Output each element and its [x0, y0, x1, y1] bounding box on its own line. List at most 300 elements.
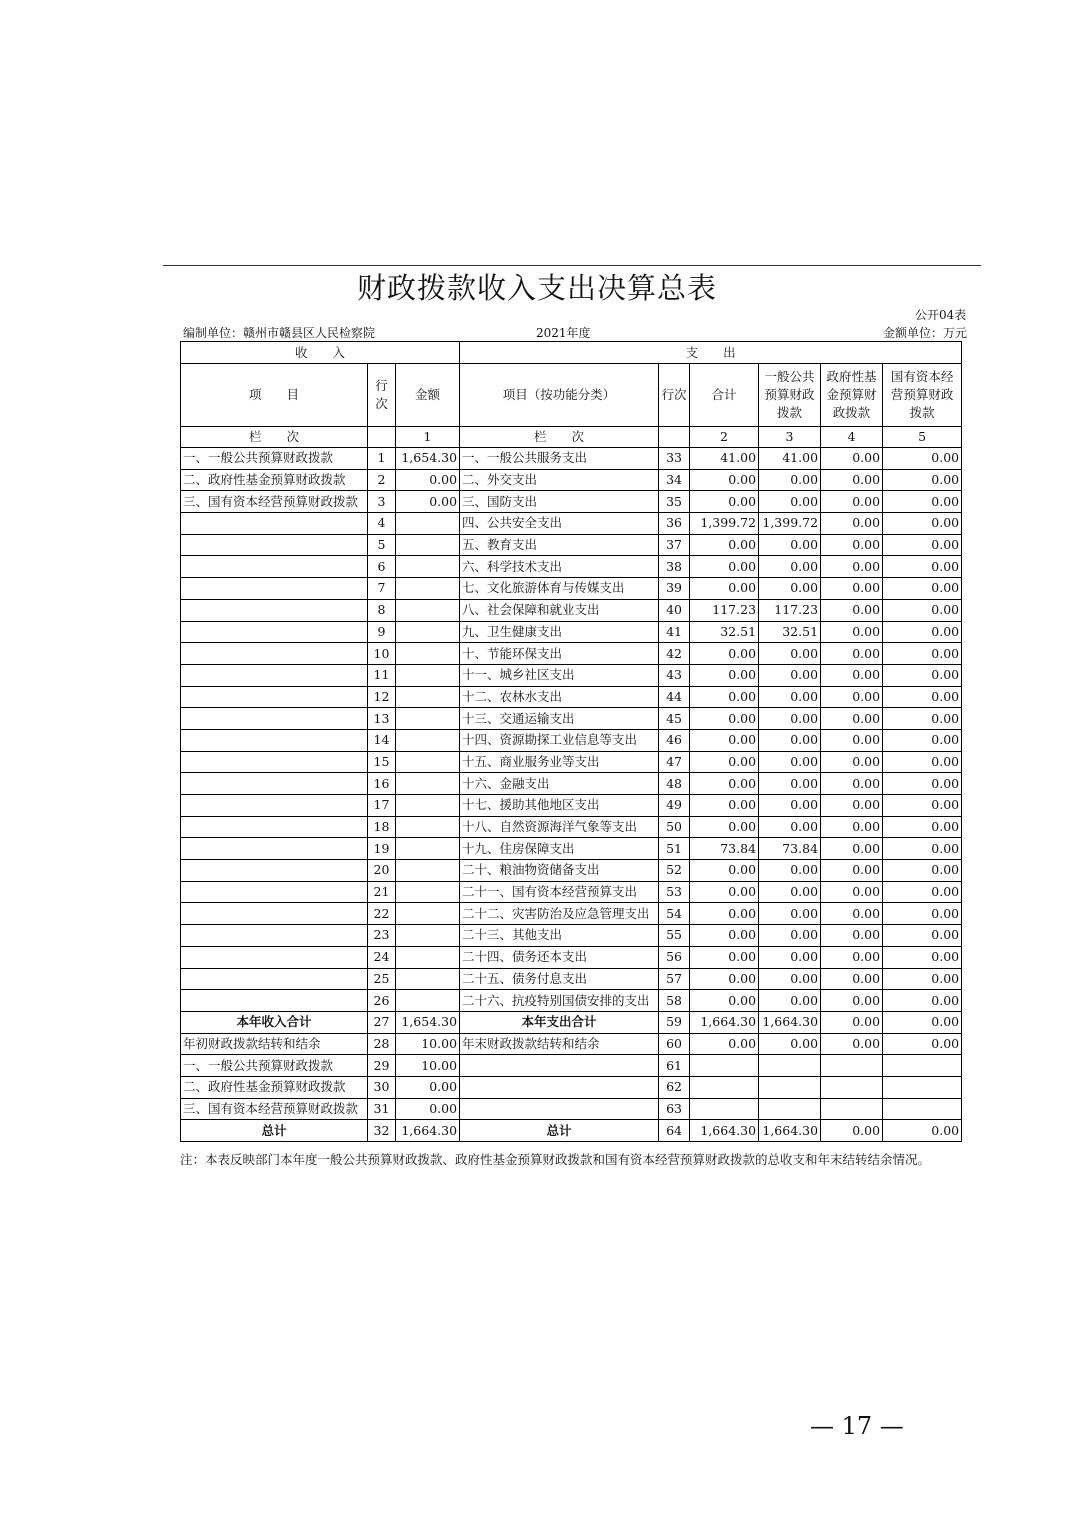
expense-item: 十三、交通运输支出: [460, 708, 659, 730]
income-line-no: 31: [368, 1098, 396, 1120]
table-row: [181, 925, 962, 947]
expense-total: 1,664.30: [690, 1011, 759, 1033]
table-row: [181, 621, 962, 643]
table-row: [181, 751, 962, 773]
income-amount: 0.00: [396, 1076, 460, 1098]
expense-item: 十九、住房保障支出: [460, 838, 659, 860]
income-amount: 1,654.30: [396, 448, 460, 470]
income-amount: [396, 534, 460, 556]
fiscal-year: 2021年度: [536, 326, 591, 340]
expense-general: 73.84: [759, 838, 821, 860]
expense-item: 二十二、灾害防治及应急管理支出: [460, 903, 659, 925]
income-line-no: 8: [368, 599, 396, 621]
table-body: [181, 448, 962, 1142]
expense-fund: [821, 1076, 883, 1098]
col-num-1: 1: [396, 427, 460, 448]
expense-general: 0.00: [759, 773, 821, 795]
expense-item: 本年支出合计: [460, 1011, 659, 1033]
expense-item: 五、教育支出: [460, 534, 659, 556]
header-amount: 金额: [396, 364, 460, 427]
table-row: [181, 838, 962, 860]
expense-total: 0.00: [690, 1033, 759, 1055]
expense-fund: 0.00: [821, 643, 883, 665]
income-line-no: 14: [368, 729, 396, 751]
income-line-no: 29: [368, 1055, 396, 1077]
income-item: [181, 925, 368, 947]
income-amount: 10.00: [396, 1033, 460, 1055]
expense-general: 0.00: [759, 534, 821, 556]
table-row: [181, 946, 962, 968]
income-line-no: 24: [368, 946, 396, 968]
expense-line-no: 58: [659, 990, 690, 1012]
expense-line-no: 41: [659, 621, 690, 643]
expense-item: 十、节能环保支出: [460, 643, 659, 665]
expense-item: 九、卫生健康支出: [460, 621, 659, 643]
expense-item: [460, 1055, 659, 1077]
header-general-budget: 一般公共预算财政拨款: [759, 364, 821, 427]
expense-total: 0.00: [690, 925, 759, 947]
expense-line-no: 47: [659, 751, 690, 773]
income-item: 一、一般公共预算财政拨款: [181, 1055, 368, 1077]
income-line-no: 1: [368, 448, 396, 470]
expense-item: 二十、粮油物资储备支出: [460, 860, 659, 882]
expense-line-no: 60: [659, 1033, 690, 1055]
expense-total: 0.00: [690, 860, 759, 882]
expense-state: 0.00: [883, 1033, 962, 1055]
income-item: [181, 990, 368, 1012]
income-amount: [396, 968, 460, 990]
expense-total: 117.23: [690, 599, 759, 621]
expense-general: 1,664.30: [759, 1011, 821, 1033]
table-row: [181, 1011, 962, 1033]
expense-general: 0.00: [759, 990, 821, 1012]
expense-state: 0.00: [883, 838, 962, 860]
expense-item: 六、科学技术支出: [460, 556, 659, 578]
expense-total: 0.00: [690, 469, 759, 491]
income-line-no: 18: [368, 816, 396, 838]
expense-fund: 0.00: [821, 534, 883, 556]
income-amount: [396, 925, 460, 947]
expense-general: 0.00: [759, 643, 821, 665]
expense-line-no: 42: [659, 643, 690, 665]
income-section-header: 收 入: [181, 342, 460, 364]
expense-general: 0.00: [759, 968, 821, 990]
expense-total: 0.00: [690, 578, 759, 600]
income-item: [181, 643, 368, 665]
expense-general: 0.00: [759, 925, 821, 947]
expense-line-no: 34: [659, 469, 690, 491]
expense-state: 0.00: [883, 773, 962, 795]
income-line-no: 27: [368, 1011, 396, 1033]
expense-fund: [821, 1098, 883, 1120]
expense-state: [883, 1055, 962, 1077]
expense-total: 0.00: [690, 773, 759, 795]
income-item: [181, 881, 368, 903]
income-item: [181, 860, 368, 882]
expense-general: 41.00: [759, 448, 821, 470]
income-line-no: 21: [368, 881, 396, 903]
expense-line-no: 44: [659, 686, 690, 708]
expense-total: 0.00: [690, 946, 759, 968]
expense-state: 0.00: [883, 578, 962, 600]
income-amount: [396, 599, 460, 621]
budget-table: [180, 341, 961, 1142]
expense-general: [759, 1098, 821, 1120]
income-item: [181, 599, 368, 621]
expense-state: 0.00: [883, 513, 962, 535]
table-row: [181, 990, 962, 1012]
expense-general: 0.00: [759, 795, 821, 817]
income-line-no: 5: [368, 534, 396, 556]
expense-state: 0.00: [883, 491, 962, 513]
table-row: [181, 968, 962, 990]
expense-fund: 0.00: [821, 729, 883, 751]
expense-state: 0.00: [883, 729, 962, 751]
expense-item: 十五、商业服务业等支出: [460, 751, 659, 773]
table-row: [181, 686, 962, 708]
table-row: [181, 1033, 962, 1055]
col-num-3: 3: [759, 427, 821, 448]
income-line-no: 4: [368, 513, 396, 535]
table-row: [181, 881, 962, 903]
page-title: 财政拨款收入支出决算总表: [356, 271, 717, 305]
header-fund-budget: 政府性基金预算财政拨款: [821, 364, 883, 427]
expense-general: 0.00: [759, 664, 821, 686]
income-item: [181, 838, 368, 860]
income-line-no: 9: [368, 621, 396, 643]
table-row: [181, 860, 962, 882]
col-label-blank: [368, 427, 396, 448]
income-item: [181, 773, 368, 795]
expense-general: 1,664.30: [759, 1120, 821, 1142]
col-num-5: 5: [883, 427, 962, 448]
expense-fund: 0.00: [821, 621, 883, 643]
page-number: — 17 —: [810, 1412, 904, 1440]
expense-general: 0.00: [759, 1033, 821, 1055]
income-amount: [396, 860, 460, 882]
expense-total: [690, 1098, 759, 1120]
expense-total: [690, 1055, 759, 1077]
expense-total: 0.00: [690, 881, 759, 903]
header-func-item: 项目（按功能分类）: [460, 364, 659, 427]
expense-state: 0.00: [883, 686, 962, 708]
income-line-no: 10: [368, 643, 396, 665]
expense-item: 三、国防支出: [460, 491, 659, 513]
income-amount: [396, 513, 460, 535]
form-code: 公开04表: [915, 308, 967, 322]
income-line-no: 17: [368, 795, 396, 817]
income-item: [181, 729, 368, 751]
expense-line-no: 56: [659, 946, 690, 968]
expense-fund: 0.00: [821, 751, 883, 773]
expense-state: 0.00: [883, 664, 962, 686]
expense-fund: 0.00: [821, 578, 883, 600]
expense-line-no: 40: [659, 599, 690, 621]
amount-unit: 金额单位：万元: [883, 326, 968, 340]
expense-fund: 0.00: [821, 860, 883, 882]
income-item: [181, 751, 368, 773]
expense-general: 0.00: [759, 860, 821, 882]
expense-item: 十四、资源勘探工业信息等支出: [460, 729, 659, 751]
expense-total: 0.00: [690, 491, 759, 513]
expense-general: 0.00: [759, 491, 821, 513]
income-item: [181, 556, 368, 578]
table-row: [181, 903, 962, 925]
expense-general: 117.23: [759, 599, 821, 621]
table-row: [181, 795, 962, 817]
expense-line-no: 61: [659, 1055, 690, 1077]
expense-line-no: 38: [659, 556, 690, 578]
income-item: [181, 795, 368, 817]
income-amount: 0.00: [396, 491, 460, 513]
expense-line-no: 54: [659, 903, 690, 925]
expense-total: 0.00: [690, 751, 759, 773]
table-note: 注：本表反映部门本年度一般公共预算财政拨款、政府性基金预算财政拨款和国有资本经营预算财政拨款的总收支和年末结转结余情况。: [180, 1152, 931, 1167]
col-num-4: 4: [821, 427, 883, 448]
expense-state: 0.00: [883, 448, 962, 470]
expense-line-no: 52: [659, 860, 690, 882]
expense-fund: 0.00: [821, 773, 883, 795]
expense-total: 0.00: [690, 968, 759, 990]
income-item: [181, 816, 368, 838]
table-row: [181, 534, 962, 556]
income-amount: [396, 903, 460, 925]
income-item: 二、政府性基金预算财政拨款: [181, 469, 368, 491]
income-amount: [396, 838, 460, 860]
expense-line-no: 46: [659, 729, 690, 751]
expense-total: 1,664.30: [690, 1120, 759, 1142]
col-label-2: 栏 次: [460, 427, 659, 448]
expense-total: 0.00: [690, 556, 759, 578]
expense-item: 总计: [460, 1120, 659, 1142]
expense-total: 0.00: [690, 643, 759, 665]
table-row: [181, 664, 962, 686]
income-item: [181, 686, 368, 708]
expense-line-no: 57: [659, 968, 690, 990]
table-row: [181, 729, 962, 751]
expense-total: 1,399.72: [690, 513, 759, 535]
income-item: 总计: [181, 1120, 368, 1142]
expense-item: 十六、金融支出: [460, 773, 659, 795]
expense-item: 八、社会保障和就业支出: [460, 599, 659, 621]
income-line-no: 32: [368, 1120, 396, 1142]
table-row: [181, 816, 962, 838]
income-amount: 0.00: [396, 469, 460, 491]
income-amount: [396, 621, 460, 643]
expense-line-no: 64: [659, 1120, 690, 1142]
col-label: 栏 次: [181, 427, 368, 448]
expense-line-no: 53: [659, 881, 690, 903]
expense-fund: 0.00: [821, 838, 883, 860]
expense-state: 0.00: [883, 946, 962, 968]
expense-general: 0.00: [759, 578, 821, 600]
expense-total: 0.00: [690, 534, 759, 556]
expense-line-no: 45: [659, 708, 690, 730]
income-line-no: 25: [368, 968, 396, 990]
income-amount: [396, 990, 460, 1012]
expense-state: [883, 1098, 962, 1120]
income-line-no: 12: [368, 686, 396, 708]
income-amount: [396, 773, 460, 795]
income-line-no: 11: [368, 664, 396, 686]
expense-state: 0.00: [883, 795, 962, 817]
expense-general: 0.00: [759, 816, 821, 838]
expense-line-no: 36: [659, 513, 690, 535]
expense-fund: 0.00: [821, 903, 883, 925]
expense-general: 0.00: [759, 556, 821, 578]
expense-total: 0.00: [690, 795, 759, 817]
col-num-2: 2: [690, 427, 759, 448]
income-line-no: 26: [368, 990, 396, 1012]
expense-fund: 0.00: [821, 925, 883, 947]
income-amount: [396, 881, 460, 903]
income-amount: 1,664.30: [396, 1120, 460, 1142]
header-state-capital-budget: 国有资本经营预算财政拨款: [883, 364, 962, 427]
income-line-no: 3: [368, 491, 396, 513]
expense-total: 0.00: [690, 903, 759, 925]
header-line-no-2: 行次: [659, 364, 690, 427]
table-row: [181, 491, 962, 513]
expense-fund: 0.00: [821, 599, 883, 621]
expense-item: 四、公共安全支出: [460, 513, 659, 535]
expense-line-no: 48: [659, 773, 690, 795]
income-amount: [396, 751, 460, 773]
expense-state: 0.00: [883, 751, 962, 773]
expense-fund: 0.00: [821, 795, 883, 817]
income-line-no: 19: [368, 838, 396, 860]
income-item: 年初财政拨款结转和结余: [181, 1033, 368, 1055]
expense-state: 0.00: [883, 534, 962, 556]
expense-fund: 0.00: [821, 816, 883, 838]
income-amount: [396, 643, 460, 665]
income-amount: [396, 686, 460, 708]
expense-item: 十二、农林水支出: [460, 686, 659, 708]
income-line-no: 13: [368, 708, 396, 730]
expense-total: 0.00: [690, 664, 759, 686]
table-row: [181, 1055, 962, 1077]
income-line-no: 28: [368, 1033, 396, 1055]
table-row: [181, 773, 962, 795]
expense-total: 0.00: [690, 816, 759, 838]
expense-general: 0.00: [759, 903, 821, 925]
expense-total: [690, 1076, 759, 1098]
income-line-no: 6: [368, 556, 396, 578]
expense-state: 0.00: [883, 708, 962, 730]
income-amount: [396, 816, 460, 838]
expense-general: 0.00: [759, 686, 821, 708]
table-row: [181, 556, 962, 578]
compiling-unit: 编制单位：赣州市赣县区人民检察院: [183, 326, 376, 340]
expense-general: 0.00: [759, 751, 821, 773]
expense-item: 二十五、债务付息支出: [460, 968, 659, 990]
expense-general: 0.00: [759, 708, 821, 730]
expense-item: 一、一般公共服务支出: [460, 448, 659, 470]
expense-fund: 0.00: [821, 1011, 883, 1033]
expense-fund: 0.00: [821, 491, 883, 513]
expense-item: 十一、城乡社区支出: [460, 664, 659, 686]
income-item: [181, 578, 368, 600]
table-row: [181, 708, 962, 730]
income-line-no: 16: [368, 773, 396, 795]
income-item: 本年收入合计: [181, 1011, 368, 1033]
header-item: 项 目: [181, 364, 368, 427]
income-item: [181, 946, 368, 968]
expense-line-no: 63: [659, 1098, 690, 1120]
expense-general: 0.00: [759, 729, 821, 751]
expense-line-no: 51: [659, 838, 690, 860]
table-row: [181, 1098, 962, 1120]
income-item: [181, 968, 368, 990]
expense-state: 0.00: [883, 816, 962, 838]
expense-fund: 0.00: [821, 1120, 883, 1142]
expense-state: 0.00: [883, 903, 962, 925]
expense-state: 0.00: [883, 643, 962, 665]
expense-total: 32.51: [690, 621, 759, 643]
expense-line-no: 43: [659, 664, 690, 686]
income-amount: [396, 946, 460, 968]
table-row: [181, 1076, 962, 1098]
expense-fund: [821, 1055, 883, 1077]
expense-fund: 0.00: [821, 448, 883, 470]
income-amount: 1,654.30: [396, 1011, 460, 1033]
income-amount: [396, 556, 460, 578]
expense-fund: 0.00: [821, 708, 883, 730]
expense-total: 0.00: [690, 708, 759, 730]
expense-item: 二十三、其他支出: [460, 925, 659, 947]
income-line-no: 2: [368, 469, 396, 491]
expense-fund: 0.00: [821, 513, 883, 535]
table-row: [181, 448, 962, 470]
income-amount: [396, 664, 460, 686]
expense-item: 二、外交支出: [460, 469, 659, 491]
table-row: [181, 599, 962, 621]
expense-total: 73.84: [690, 838, 759, 860]
table-row: [181, 578, 962, 600]
expense-line-no: 55: [659, 925, 690, 947]
income-amount: [396, 708, 460, 730]
expense-item: 十七、援助其他地区支出: [460, 795, 659, 817]
expense-item: 十八、自然资源海洋气象等支出: [460, 816, 659, 838]
expense-fund: 0.00: [821, 946, 883, 968]
expense-general: 0.00: [759, 946, 821, 968]
expense-state: 0.00: [883, 469, 962, 491]
income-amount: 0.00: [396, 1098, 460, 1120]
expense-general: 0.00: [759, 469, 821, 491]
expense-general: 32.51: [759, 621, 821, 643]
income-amount: [396, 729, 460, 751]
expense-state: 0.00: [883, 1011, 962, 1033]
expense-state: 0.00: [883, 1120, 962, 1142]
income-item: 一、一般公共预算财政拨款: [181, 448, 368, 470]
expense-line-no: 62: [659, 1076, 690, 1098]
expense-total: 0.00: [690, 729, 759, 751]
income-item: [181, 664, 368, 686]
expense-fund: 0.00: [821, 1033, 883, 1055]
expense-line-no: 39: [659, 578, 690, 600]
expense-state: 0.00: [883, 860, 962, 882]
income-item: [181, 708, 368, 730]
income-item: [181, 621, 368, 643]
expense-total: 0.00: [690, 990, 759, 1012]
expense-item: 年末财政拨款结转和结余: [460, 1033, 659, 1055]
expense-item: [460, 1098, 659, 1120]
expense-item: 二十四、债务还本支出: [460, 946, 659, 968]
expense-line-no: 49: [659, 795, 690, 817]
expense-general: 0.00: [759, 881, 821, 903]
expense-item: [460, 1076, 659, 1098]
expense-general: 1,399.72: [759, 513, 821, 535]
expense-line-no: 33: [659, 448, 690, 470]
